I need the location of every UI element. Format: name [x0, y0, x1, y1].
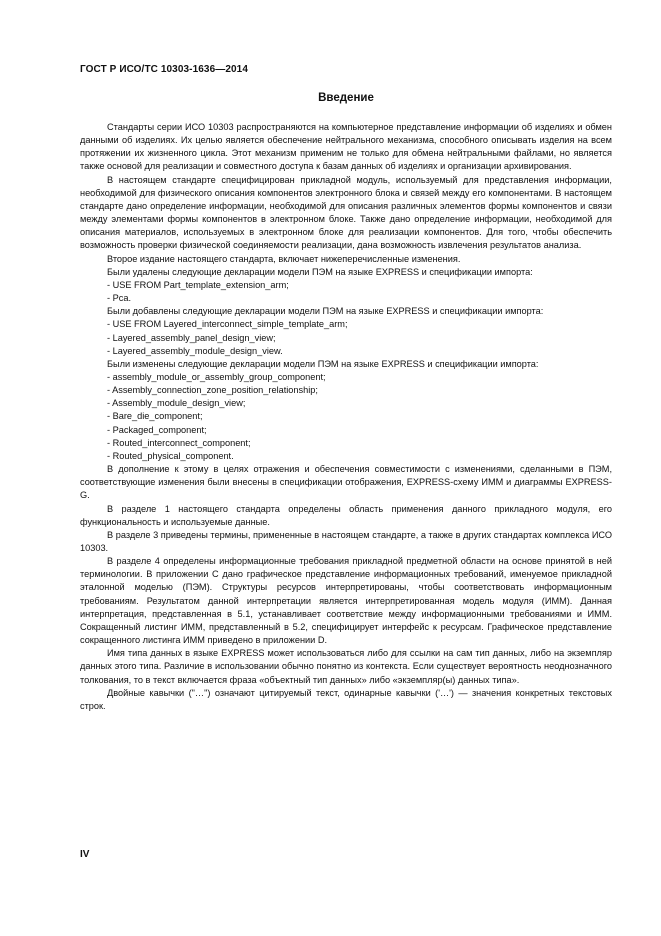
paragraph: В дополнение к этому в целях отражения и обеспечения совместимости с изменениями, сделанными в ПЭМ, соответствующие изменения были внесены в спецификации отображения, EXPRESS-схему ИММ и диаграммы EXPRESS-G. [80, 464, 612, 501]
paragraph: Были удалены следующие декларации модели ПЭМ на языке EXPRESS и спецификации импорта: [107, 266, 533, 277]
paragraph: Двойные кавычки ("…") означают цитируемый текст, одинарные кавычки ('…') — значения конкретных текстовых строк. [80, 687, 612, 711]
list-item: - assembly_module_or_assembly_group_component; [107, 371, 326, 382]
paragraph: Стандарты серии ИСО 10303 распространяются на компьютерное представление информации об изделиях и обмен данными об изделиях. Их целью является обеспечение нейтрального механизма, способного описывать изделия на всем протяжении их жизненного цикла. Этот механизм применим не только для обмена нейтральными файлами, но является также основой для реализации и совместного доступа к базам данных об изделиях и организации архивирования. [80, 122, 612, 172]
paragraph: В разделе 3 приведены термины, примененные в настоящем стандарте, а также в других стандартах комплекса ИСО 10303. [80, 529, 612, 553]
list-item: - USE FROM Layered_interconnect_simple_template_arm; [107, 319, 348, 330]
list-item: - Layered_assembly_module_design_view. [107, 345, 283, 356]
paragraph: В разделе 4 определены информационные требования прикладной предметной области на основе принятой в ней терминологии. В приложении С дано графическое представление информационных требований, именуемое прикладной эталонной моделью (ПЭМ). Структуры ресурсов интерпретированы, чтобы соответствовать информационным требованиям. Результатом данной интерпретации является интерпретированная модель модуля (ИММ). Данная интерпретация, представленная в 5.1, устанавливает соответствие между информационными требованиями и ИММ. Сокращенный листинг ИММ, представленный в 5.2, специфицирует интерфейс к ресурсам. Графическое представление сокращенного листинга ИММ приведено в приложении D. [80, 556, 612, 646]
paragraph: Имя типа данных в языке EXPRESS может использоваться либо для ссылки на сам тип данных, либо на экземпляр данных этого типа. Различие в использовании обычно понятно из контекста. Если существует вероятность неоднозначного толкования, то в текст включается фраза «объектный тип данных» либо «экземпляр(ы) данных типа». [80, 648, 612, 685]
paragraph: В настоящем стандарте специфицирован прикладной модуль, используемый для представления информации, необходимой для физического описания компонентов электронного блока и связей между его компонентами. В настоящем стандарте дано определение информации, необходимой для описания различных элементов формы компонентов и связи между элементами формы компонентов в электронном блоке. Также дано определение информации, необходимой для описания материалов, используемых в электронном блоке для реализации компонентов. Для того, чтобы обеспечить возможность проверки физической соединяемости реализации, дана возможность извлечения результатов анализа. [80, 174, 612, 251]
list-item: - Assembly_connection_zone_position_relationship; [107, 385, 318, 396]
list-item: - Layered_assembly_panel_design_view; [107, 332, 276, 343]
list-item: - Assembly_module_design_view; [107, 398, 246, 409]
list-item: - Routed_interconnect_component; [107, 437, 251, 448]
list-item: - USE FROM Part_template_extension_arm; [107, 279, 289, 290]
document-body [80, 121, 612, 713]
paragraph: Второе издание настоящего стандарта, включает нижеперечисленные изменения. [107, 253, 461, 264]
list-item: - Routed_physical_component. [107, 450, 234, 461]
paragraph: Были добавлены следующие декларации модели ПЭМ на языке EXPRESS и спецификации импорта: [107, 306, 544, 317]
list-item: - Packaged_component; [107, 424, 207, 435]
page-number: IV [80, 849, 90, 860]
list-item: - Pca. [107, 293, 131, 304]
paragraph: В разделе 1 настоящего стандарта определены область применения данного прикладного модуля, его функциональность и используемые данные. [80, 503, 612, 527]
paragraph: Были изменены следующие декларации модели ПЭМ на языке EXPRESS и спецификации импорта: [107, 358, 539, 369]
section-title: Введение [318, 92, 374, 104]
document-header: ГОСТ Р ИСО/ТС 10303-1636—2014 [80, 64, 248, 75]
list-item: - Bare_die_component; [107, 411, 203, 422]
